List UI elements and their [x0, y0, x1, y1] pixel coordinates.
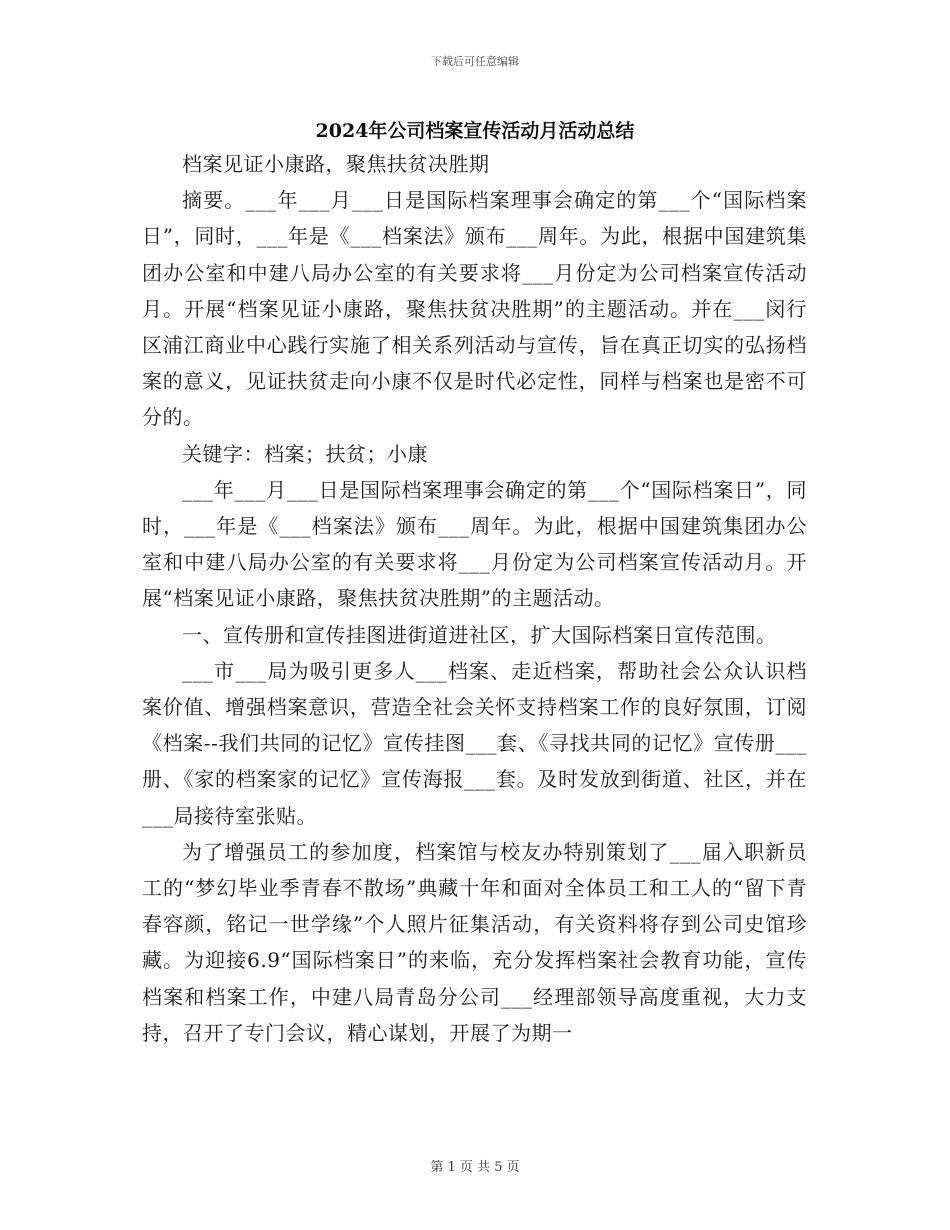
paragraph-subtitle: 档案见证小康路，聚焦扶贫决胜期 — [182, 152, 490, 176]
document-body — [142, 146, 807, 1051]
paragraph-section-heading: 一、宣传册和宣传挂图进街道进社区，扩大国际档案日宣传范围。 — [182, 622, 777, 647]
paragraph-intro: ___年___月___日是国际档案理事会确定的第___个“国际档案日”，同时，___年是《___档案法》颁布___周年。为此，根据中国建筑集团办公室和中建八局办公室的有关要求将___月份定为公司档案宣传活动月。开展“档案见证小康路，聚焦扶贫决胜期”的主题活动。 — [142, 477, 807, 611]
page-header-note: 下载后可任意编辑 — [431, 55, 519, 68]
paragraph-section-body: ___市___局为吸引更多人___档案、走近档案，帮助社会公众认识档案价值、增强档案意识，营造全社会关怀支持档案工作的良好氛围，订阅《档案--我们共同的记忆》宣传挂图___套、《寻找共同的记忆》宣传册___册、《家的档案家的记忆》宣传海报___套。及时发放到街道、社区，并在___局接待室张贴。 — [142, 658, 807, 828]
paragraph-abstract: 摘要。___年___月___日是国际档案理事会确定的第___个“国际档案日”，同时，___年是《___档案法》颁布___周年。为此，根据中国建筑集团办公室和中建八局办公室的有关要求将___月份定为公司档案宣传活动月。开展“档案见证小康路，聚焦扶贫决胜期”的主题活动。并在___闵行区浦江商业中心践行实施了相关系列活动与宣传，旨在真正切实的弘扬档案的意义，见证扶贫走向小康不仅是时代必定性，同样与档案也是密不可分的。 — [142, 188, 807, 430]
page-number: 第 1 页 共 5 页 — [430, 1160, 520, 1175]
paragraph-keywords: 关键字：档案；扶贫；小康 — [182, 441, 428, 466]
document-title: 2024年公司档案宣传活动月活动总结 — [315, 120, 635, 142]
paragraph-participation: 为了增强员工的参加度，档案馆与校友办特别策划了___届入职新员工的“梦幻毕业季青春不散场”典藏十年和面对全体员工和工人的“留下青春容颜，铭记一世学缘”个人照片征集活动，有关资料将存到公司史馆珍藏。为迎接6.9“国际档案日”的来临，充分发挥档案社会教育功能，宣传档案和档案工作，中建八局青岛分公司___经理部领导高度重视，大力支持，召开了专门会议，精心谋划，开展了为期一 — [142, 839, 807, 1045]
